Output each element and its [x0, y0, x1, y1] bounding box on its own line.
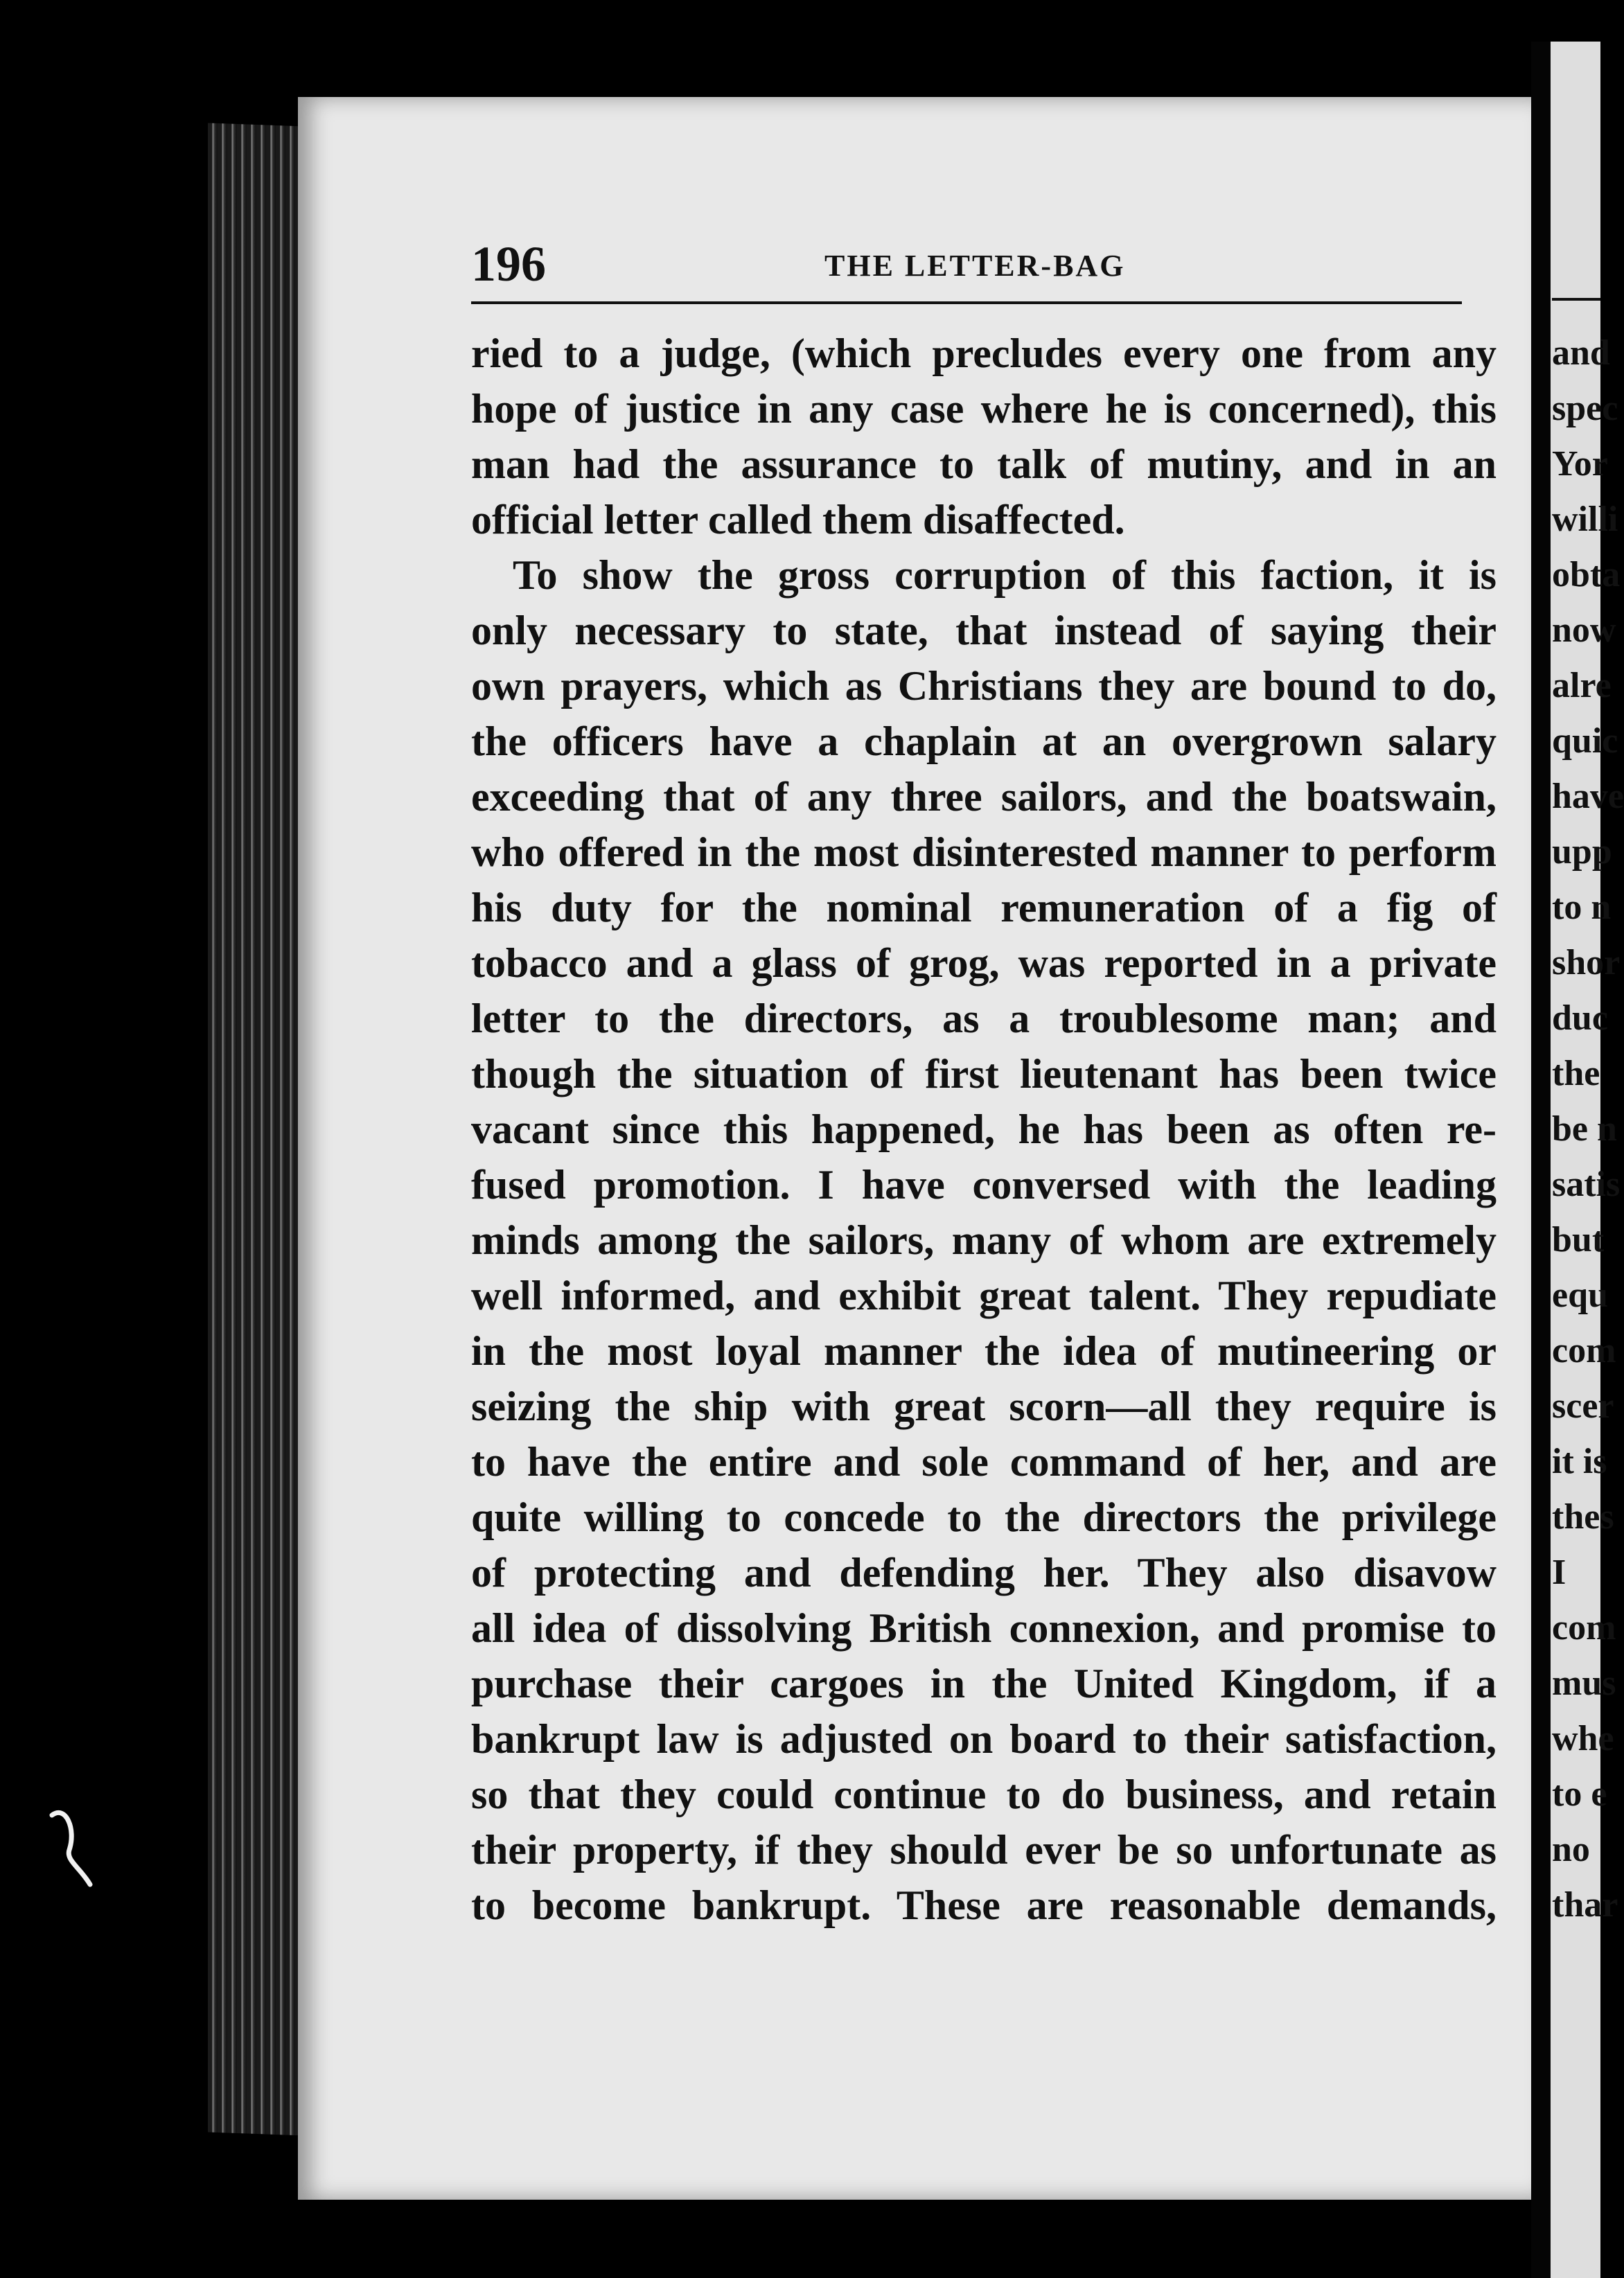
text-line: so that they could continue to do business, and retain: [471, 1772, 1497, 1817]
text-line: ried to a judge, (which precludes every one from any: [471, 330, 1497, 376]
facing-page-header-rule: [1552, 298, 1600, 301]
text-line: who offered in the most disinterested manner to perform: [471, 829, 1497, 875]
facing-page-line: but: [1552, 1220, 1605, 1260]
facing-page-line: be n: [1552, 1109, 1617, 1149]
text-line: vacant since this happened, he has been as often re-: [471, 1106, 1497, 1152]
text-line: the officers have a chaplain at an overgrown salary: [471, 718, 1497, 764]
facing-page-line: willi: [1552, 500, 1618, 539]
text-line: official letter called them disaffected.: [471, 497, 1125, 542]
facing-page-line: shor: [1552, 943, 1621, 982]
text-line: man had the assurance to talk of mutiny, and in an: [471, 441, 1497, 487]
text-line: only necessary to state, that instead of saying their: [471, 608, 1497, 653]
facing-page-line: no: [1552, 1830, 1590, 1869]
text-line: his duty for the nominal remuneration of a fig of: [471, 885, 1497, 930]
text-line: all idea of dissolving British connexion, and promise to: [471, 1605, 1497, 1651]
pencil-mark-icon: [38, 1801, 100, 1891]
facing-page-line: obta: [1552, 555, 1621, 594]
text-line: of protecting and defending her. They also disavow: [471, 1550, 1497, 1596]
facing-page-line: whe: [1552, 1719, 1614, 1758]
page-edges: [208, 123, 305, 2136]
text-line: letter to the directors, as a troublesome man; and: [471, 996, 1497, 1041]
body-text: [471, 326, 1497, 1933]
facing-page-line: it is: [1552, 1442, 1607, 1481]
facing-page-line: I: [1552, 1553, 1566, 1592]
facing-page-line: com: [1552, 1608, 1616, 1648]
text-line: To show the gross corruption of this faction, it is: [513, 552, 1497, 598]
page-header: [471, 236, 1469, 305]
text-line: their property, if they should ever be so unfortunate as: [471, 1827, 1497, 1873]
text-line: own prayers, which as Christians they are bound to do,: [471, 663, 1497, 709]
facing-page-line: thes: [1552, 1497, 1614, 1537]
facing-page-line: quic: [1552, 721, 1618, 761]
facing-page-line: equ: [1552, 1275, 1608, 1315]
text-line: to become bankrupt. These are reasonable demands,: [471, 1882, 1497, 1928]
running-head: THE LETTER-BAG: [824, 249, 1126, 283]
book-gutter: [1531, 42, 1551, 2278]
facing-page-line: Yor: [1552, 444, 1608, 484]
facing-page-line: upp: [1552, 832, 1612, 872]
facing-page-line: duc: [1552, 998, 1608, 1038]
header-rule: [471, 301, 1462, 304]
text-line: exceeding that of any three sailors, and the boatswain,: [471, 774, 1497, 820]
facing-page-line: the: [1552, 1054, 1600, 1093]
page-number: 196: [471, 236, 546, 292]
text-line: in the most loyal manner the idea of mutineering or: [471, 1328, 1497, 1374]
facing-page-line: alre: [1552, 666, 1612, 705]
text-line: minds among the sailors, many of whom are extremely: [471, 1217, 1497, 1263]
facing-page-line: to n: [1552, 888, 1612, 927]
facing-page-text: [1552, 326, 1624, 1933]
facing-page-line: and: [1552, 333, 1610, 373]
text-line: well informed, and exhibit great talent. They repudiate: [471, 1273, 1497, 1318]
text-line: tobacco and a glass of grog, was reported in a private: [471, 940, 1497, 986]
facing-page-line: have: [1552, 777, 1624, 816]
text-line: bankrupt law is adjusted on board to their satisfaction,: [471, 1716, 1497, 1762]
facing-page-line: to e: [1552, 1774, 1607, 1814]
text-line: quite willing to concede to the directors the privilege: [471, 1494, 1497, 1540]
facing-page-line: mus: [1552, 1663, 1616, 1703]
text-line: purchase their cargoes in the United Kingdom, if a: [471, 1661, 1497, 1706]
facing-page-line: com: [1552, 1331, 1616, 1370]
facing-page-line: satis: [1552, 1165, 1621, 1204]
facing-page-line: now: [1552, 610, 1616, 650]
text-line: seizing the ship with great scorn—all they require is: [471, 1384, 1497, 1429]
text-line: hope of justice in any case where he is concerned), this: [471, 386, 1497, 432]
text-line: though the situation of first lieutenant has been twice: [471, 1051, 1497, 1097]
facing-page-line: thar: [1552, 1885, 1618, 1925]
text-line: fused promotion. I have conversed with the leading: [471, 1162, 1497, 1208]
text-line: to have the entire and sole command of her, and are: [471, 1439, 1497, 1485]
facing-page-line: spec: [1552, 389, 1618, 428]
facing-page-line: scer: [1552, 1386, 1614, 1426]
